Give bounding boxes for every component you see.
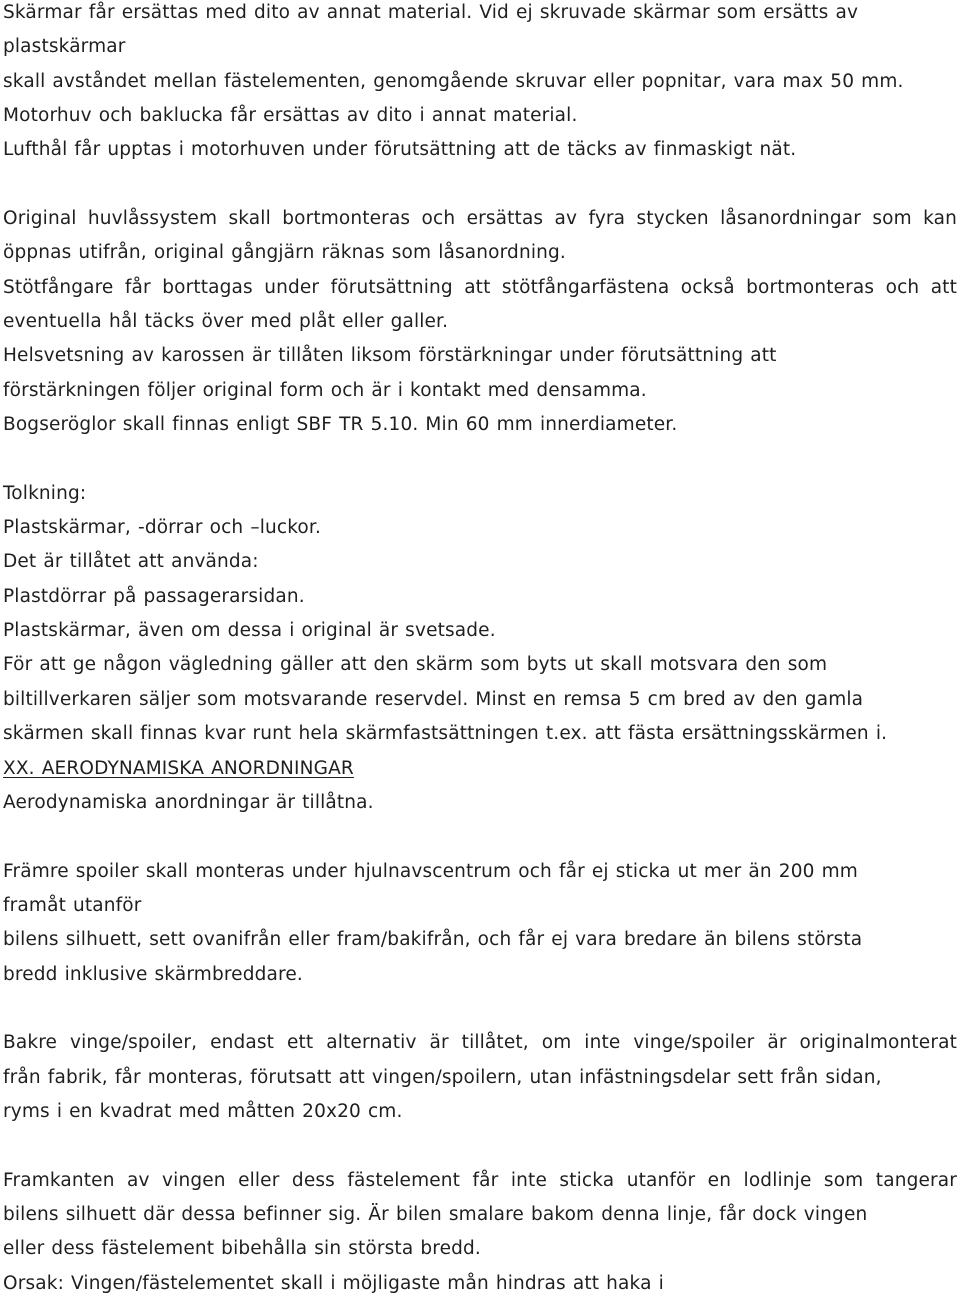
text-line: biltillverkaren säljer som motsvarande reservdel. Minst en remsa 5 cm bred av den gamla — [3, 689, 864, 710]
text-line: Stötfångare får borttagas under förutsättning att stötfångarfästena också bortmonteras och att — [3, 277, 957, 298]
text-line: bredd inklusive skärmbreddare. — [3, 964, 303, 985]
text-line: Motorhuv och baklucka får ersättas av dito i annat material. — [3, 105, 578, 126]
text-line: plastskärmar — [3, 36, 126, 57]
text-line: För att ge någon vägledning gäller att den skärm som byts ut skall motsvara den som — [3, 654, 828, 675]
text-line: Plastskärmar, -dörrar och –luckor. — [3, 517, 321, 538]
text-line: skall avståndet mellan fästelementen, genomgående skruvar eller popnitar, vara max 50 mm. — [3, 71, 904, 92]
text-line: Främre spoiler skall monteras under hjulnavscentrum och får ej sticka ut mer än 200 mm — [3, 861, 858, 882]
text-line: Bogseröglor skall finnas enligt SBF TR 5.10. Min 60 mm innerdiameter. — [3, 414, 678, 435]
text-line: skärmen skall finnas kvar runt hela skärmfastsättningen t.ex. att fästa ersättningsskärmen i. — [3, 723, 888, 744]
text-line: Helsvetsning av karossen är tillåten liksom förstärkningar under förutsättning att — [3, 345, 777, 366]
text-line: bilens silhuett där dessa befinner sig. Är bilen smalare bakom denna linje, får dock vingen — [3, 1204, 868, 1225]
section-label: Tolkning: — [3, 483, 87, 504]
text-line: ryms i en kvadrat med måtten 20x20 cm. — [3, 1101, 403, 1122]
text-line: Skärmar får ersättas med dito av annat material. Vid ej skruvade skärmar som ersätts av — [3, 2, 859, 23]
text-line: eller dess fästelement bibehålla sin största bredd. — [3, 1238, 481, 1259]
text-line: eventuella hål täcks över med plåt eller galler. — [3, 311, 449, 332]
section-heading: XX. AERODYNAMISKA ANORDNINGAR — [3, 758, 354, 779]
text-line: förstärkningen följer original form och är i kontakt med densamma. — [3, 380, 647, 401]
text-line: Bakre vinge/spoiler, endast ett alternativ är tillåtet, om inte vinge/spoiler är originalmonterat — [3, 1032, 957, 1053]
text-line: från fabrik, får monteras, förutsatt att vingen/spoilern, utan infästningsdelar sett från sidan, — [3, 1067, 882, 1088]
text-line: Plastdörrar på passagerarsidan. — [3, 586, 305, 607]
text-line: Lufthål får upptas i motorhuven under förutsättning att de täcks av finmaskigt nät. — [3, 139, 797, 160]
text-line: bilens silhuett, sett ovanifrån eller fram/bakifrån, och får ej vara bredare än bilens största — [3, 929, 863, 950]
text-line: Det är tillåtet att använda: — [3, 551, 259, 572]
text-line: öppnas utifrån, original gångjärn räknas som låsanordning. — [3, 242, 566, 263]
text-line: Framkanten av vingen eller dess fästelement får inte sticka utanför en lodlinje som tangerar — [3, 1170, 957, 1191]
text-line: Orsak: Vingen/fästelementet skall i möjligaste mån hindras att haka i — [3, 1273, 664, 1294]
text-line: framåt utanför — [3, 895, 142, 916]
text-line: Plastskärmar, även om dessa i original är svetsade. — [3, 620, 496, 641]
text-line: Original huvlåssystem skall bortmonteras och ersättas av fyra stycken låsanordningar som kan — [3, 208, 957, 229]
text-line: Aerodynamiska anordningar är tillåtna. — [3, 792, 374, 813]
